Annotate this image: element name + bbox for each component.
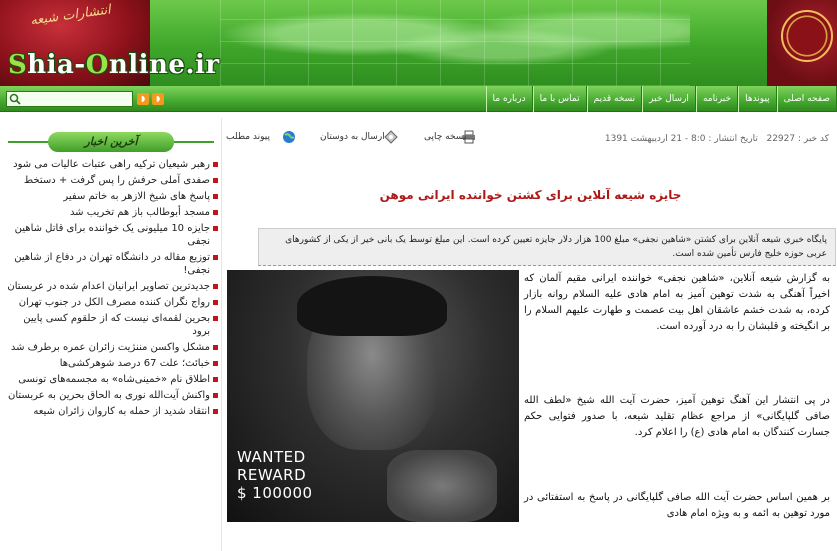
list-item[interactable]: [0, 280, 222, 293]
list-item[interactable]: [0, 251, 222, 277]
list-item[interactable]: [0, 405, 222, 418]
news-link[interactable]: پاسخ های شیخ الازهر به خاتم سفیر: [63, 191, 210, 202]
bullet-icon: [213, 210, 218, 215]
news-link[interactable]: بحرین لقمه‌ای نیست که از حلقوم کسی پایین برود: [23, 313, 210, 337]
wanted-caption: [237, 448, 313, 502]
reward-text: REWARD: [237, 466, 307, 484]
bullet-icon: [213, 345, 218, 350]
news-list: [0, 158, 222, 421]
article-paragraph: به گزارش شیعه آنلاین، «شاهین نجفی» خواننده ایرانی مقیم آلمان که اخیراً آهنگی به شدت توهین آمیز به امام هادی علیه السلام روانه بازار کرده، به شدت خشم عاشقان اهل بیت عصمت و طهارت علیهم السلام را بر انگیخته و قلبشان را به درد آورده است.: [524, 273, 830, 332]
list-item[interactable]: [0, 174, 222, 187]
nav-item-newsletter[interactable]: خبرنامه: [696, 86, 738, 112]
article-photo: [227, 270, 519, 522]
list-item[interactable]: [0, 296, 222, 309]
map-grid-lines: [220, 0, 690, 86]
bullet-icon: [213, 194, 218, 199]
header-seal-art: [767, 0, 837, 86]
bullet-icon: [213, 255, 218, 260]
article-main: [224, 118, 837, 551]
seal-icon: [781, 10, 833, 62]
site-logo[interactable]: [8, 50, 220, 80]
photo-hair: [297, 276, 447, 336]
bullet-icon: [213, 162, 218, 167]
article-lead: پایگاه خبری شیعه آنلاین برای کشتن «شاهین نجفی» مبلغ 100 هزار دلار جایزه تعیین کرده است. این مبلغ توسط یک بانی خیر از یکی از کشورهای عربی حوزه خلیج فارس تأمین شده است.: [258, 228, 836, 266]
header-banner: [0, 0, 837, 86]
send-to-friend-icon[interactable]: [384, 130, 398, 144]
latest-news-sidebar: [0, 118, 222, 551]
list-item[interactable]: [0, 206, 222, 219]
list-item[interactable]: [0, 389, 222, 402]
bullet-icon: [213, 409, 218, 414]
news-link[interactable]: جایزه 10 میلیونی یک خواننده برای قاتل شاهین نجفی: [14, 223, 210, 247]
list-item[interactable]: [0, 357, 222, 370]
news-link[interactable]: رواج نگران کننده مصرف الکل در جنوب تهران: [18, 297, 210, 308]
news-link[interactable]: مشکل واکسن مننژیت زائران عمره برطرف شد: [10, 342, 210, 353]
nav-bar: [0, 86, 837, 112]
news-link[interactable]: خبائث؛ علت 67 درصد شوهرکشی‌ها: [59, 358, 210, 369]
logo-letter-s: S: [8, 50, 28, 80]
list-item[interactable]: [0, 158, 222, 171]
send-to-friends-link[interactable]: ارسال به دوستان: [320, 132, 385, 142]
sidebar-title: آخرین اخبار: [48, 132, 174, 152]
news-link[interactable]: واکنش آیت‌الله نوری به الحاق بحرین به عربستان: [8, 390, 210, 401]
nav-item-old-version[interactable]: نسخه قدیم: [587, 86, 643, 112]
bullet-icon: [213, 377, 218, 382]
globe-icon[interactable]: [282, 130, 296, 144]
rss-icon[interactable]: ◗: [152, 93, 164, 105]
news-link[interactable]: توزیع مقاله در دانشگاه تهران در دفاع از شاهین نجفی!: [14, 252, 210, 276]
print-version-link[interactable]: نسخه چاپی: [424, 132, 467, 142]
bullet-icon: [213, 393, 218, 398]
list-item[interactable]: [0, 341, 222, 354]
list-item[interactable]: [0, 190, 222, 203]
logo-letter-o: O: [85, 50, 109, 80]
nav-item-contact[interactable]: تماس با ما: [533, 86, 587, 112]
news-code: کد خبر : 22927: [766, 134, 829, 144]
related-link[interactable]: پیوند مطلب: [226, 132, 270, 142]
publish-date: تاریخ انتشار : 8:0 - 21 اردیبهشت 1391: [604, 134, 758, 144]
header-calligraphy: انتشارات شیعه: [29, 2, 112, 29]
search-input[interactable]: [6, 91, 133, 107]
bullet-icon: [213, 361, 218, 366]
nav-item-send-news[interactable]: ارسال خبر: [642, 86, 696, 112]
nav-item-about[interactable]: درباره ما: [486, 86, 533, 112]
bullet-icon: [213, 178, 218, 183]
news-link[interactable]: صفدی آملی حرفش را پس گرفت + دستخط: [23, 175, 210, 186]
article-paragraph: بر همین اساس حضرت آیت الله صافی گلپایگانی در پاسخ به استفتائی در مورد توهین به ائمه و به ویژه امام هادی: [524, 492, 830, 519]
rss-icon[interactable]: ◗: [137, 93, 149, 105]
nav-menu: [486, 86, 837, 112]
nav-item-links[interactable]: پیوندها: [738, 86, 777, 112]
article-headline: جایزه شیعه آنلاین برای کشتن خواننده ایرانی موهن: [379, 188, 682, 202]
bullet-icon: [213, 300, 218, 305]
news-link[interactable]: رهبر شیعیان ترکیه راهی عتبات عالیات می شود: [13, 159, 210, 170]
bullet-icon: [213, 316, 218, 321]
list-item[interactable]: [0, 373, 222, 386]
search-icon[interactable]: [9, 93, 21, 105]
article-meta: [605, 134, 829, 144]
bullet-icon: [213, 226, 218, 231]
article-paragraph: در پی انتشار این آهنگ توهین آمیز، حضرت آیت الله شیخ «لطف الله صافی گلپایگانی» از مراجع عظام تقلید شیعه، با صدور فتوایی حکم جسارت کنندگان به امام هادی (ع) را اعلام کرد.: [524, 395, 830, 438]
news-link[interactable]: اطلاق نام «خمینی‌شاه» به مجسمه‌های تونسی: [18, 374, 210, 385]
logo-text-hia: hia-: [27, 50, 86, 80]
news-link[interactable]: انتقاد شدید از حمله به کاروان زائران شیعه: [33, 406, 210, 417]
article-meta-row: [224, 130, 837, 150]
photo-hand: [387, 450, 497, 522]
news-link[interactable]: مسجد أبوطالب باز هم تخریب شد: [69, 207, 210, 218]
bullet-icon: [213, 284, 218, 289]
nav-item-home[interactable]: صفحه اصلی: [777, 86, 837, 112]
list-item[interactable]: [0, 312, 222, 338]
list-item[interactable]: [0, 222, 222, 248]
reward-amount: $ 100000: [237, 484, 313, 502]
news-link[interactable]: جدیدترین تصاویر ایرانیان اعدام شده در عربستان: [7, 281, 210, 292]
wanted-text: WANTED: [237, 448, 306, 466]
logo-text-nline: nline.ir: [108, 50, 220, 80]
